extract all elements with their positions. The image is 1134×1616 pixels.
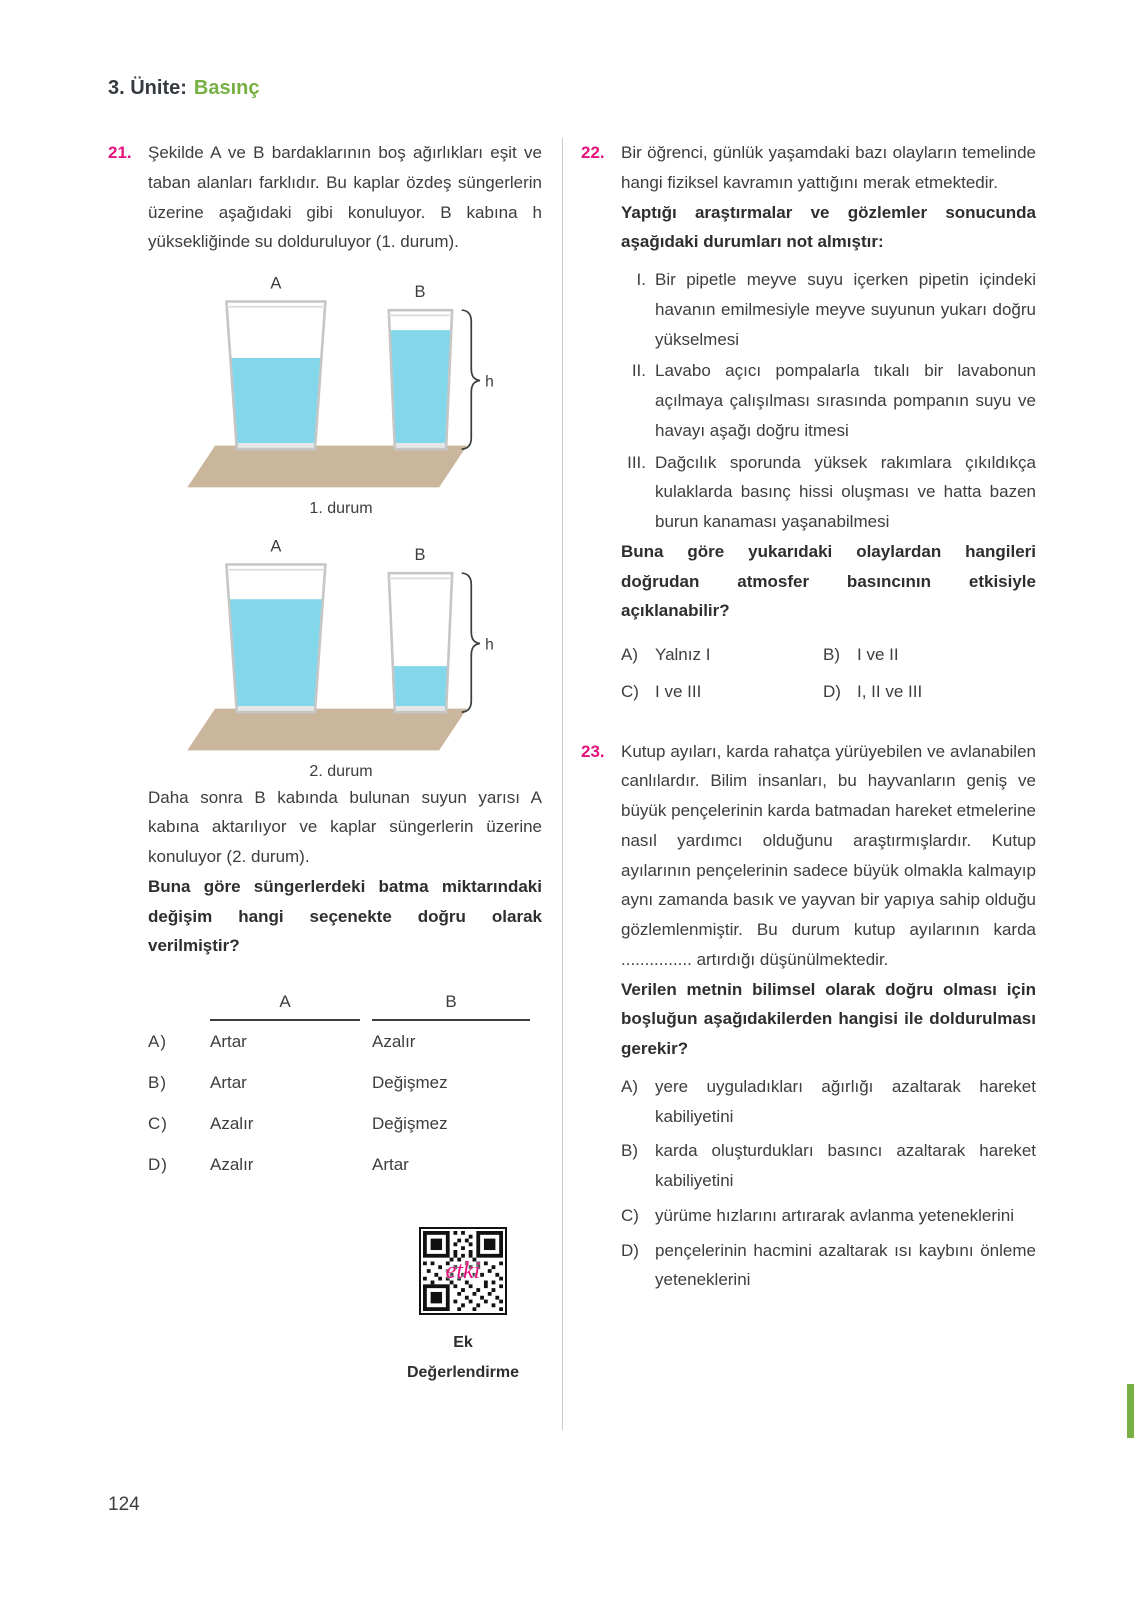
question-23-stem: Verilen metnin bilimsel olarak doğru olması için boşluğun aşağıdakilerden hangisi ile doldurulması gerekir? xyxy=(621,979,1036,1058)
option-value-b: Değişmez xyxy=(372,1072,448,1092)
question-21-number: 21. xyxy=(108,143,132,162)
option-text: I ve III xyxy=(655,681,702,701)
question-21-continuation: Daha sonra B kabında bulunan suyun yarısı A kabına aktarılıyor ve kaplar süngerlerin üzerine konuluyor (2. durum). xyxy=(148,787,542,867)
unit-title: Basınç xyxy=(193,77,260,99)
roman-numeral: III. xyxy=(627,452,646,472)
roman-numeral: II. xyxy=(631,361,646,381)
option-value-b: Artar xyxy=(372,1154,409,1174)
left-column xyxy=(108,138,542,1383)
observation-item-2 xyxy=(621,356,1036,445)
option-b xyxy=(823,640,1036,670)
option-letter: A) xyxy=(621,645,638,664)
figure-state-2 xyxy=(166,534,516,783)
option-value-b: Değişmez xyxy=(372,1113,448,1133)
question-23-number: 23. xyxy=(581,741,605,761)
column-divider xyxy=(562,138,563,1430)
question-22 xyxy=(581,138,1036,707)
answer-table-header-b: B xyxy=(372,992,530,1021)
option-letter: C) xyxy=(148,1113,168,1133)
glass-b-water xyxy=(390,330,452,447)
page-number: 124 xyxy=(108,1494,140,1515)
observation-text: Bir pipetle meyve suyu içerken pipetin içindeki havanın emilmesiyle meyve suyunun yukarı doğru yükselmesi xyxy=(655,270,1036,349)
option-value-a: Artar xyxy=(210,1072,247,1092)
label-glass-b: B xyxy=(414,545,426,564)
right-column xyxy=(581,138,1036,1295)
option-text: yürüme hızlarını artırarak avlanma yeteneklerini xyxy=(655,1205,1015,1225)
question-21 xyxy=(108,138,542,1185)
option-value-a: Azalır xyxy=(210,1154,254,1174)
question-23-intro: Kutup ayıları, karda rahatça yürüyebilen ve avlanabilen canlılardır. Bilim insanları, bu hayvanların geniş ve büyük pençelerinin karda batmadan hareket etmelerine nasıl yardımcı olduğunu araştırmışlardır. Kutup ayılarının pençelerinin sadece büyük olmakla kalmayıp aynı zamanda basık ve yayvan bir yapıya sahip olduğu gözlemlenmiştir. Bu durum kutup ayılarının karda ............... artırdığı düşünülmektedir. xyxy=(621,741,1036,969)
page-edge-accent xyxy=(1127,1384,1134,1438)
option-letter: D) xyxy=(823,681,841,701)
height-bracket xyxy=(462,310,480,449)
question-21-intro: Şekilde A ve B bardaklarının boş ağırlıkları eşit ve taban alanları farklıdır. Bu kaplar özdeş süngerlerin üzerine aşağıdaki gibi konuluyor. B kabına h yüksekliğinde su dolduruluyor (1. durum). xyxy=(148,143,542,252)
qr-caption-line-1: Ek xyxy=(453,1333,473,1351)
option-letter: D) xyxy=(148,1154,168,1174)
observation-text: Lavabo açıcı pompalarla tıkalı bir lavabonun açılmaya çalışılması sırasında pompanın suyu ve havayı aşağı doğru itmesi xyxy=(655,361,1036,440)
option-letter: A) xyxy=(148,1031,167,1051)
option-a xyxy=(621,640,823,670)
question-22-intro: Bir öğrenci, günlük yaşamdaki bazı olayların temelinde hangi fiziksel kavramın yattığını merak etmektedir. xyxy=(621,143,1036,192)
option-c xyxy=(621,677,823,707)
question-22-lead: Yaptığı araştırmalar ve gözlemler sonucunda aşağıdaki durumları not almıştır: xyxy=(621,202,1036,252)
option-letter: C) xyxy=(621,681,639,701)
label-h: h xyxy=(485,636,494,654)
option-text: Yalnız I xyxy=(655,645,711,664)
sponge xyxy=(187,708,467,750)
question-21-stem: Buna göre süngerlerdeki batma miktarındaki değişim hangi seçenekte doğru olarak verilmiştir? xyxy=(148,876,542,956)
answer-row-c xyxy=(148,1103,520,1144)
two-column-layout xyxy=(108,138,1036,1430)
option-d xyxy=(621,1236,1036,1296)
option-value-a: Azalır xyxy=(210,1113,254,1133)
unit-header xyxy=(108,76,260,100)
observation-list xyxy=(621,265,1036,537)
option-value-a: Artar xyxy=(210,1031,247,1051)
answer-row-b xyxy=(148,1062,520,1103)
figure-1-caption: 1. durum xyxy=(309,500,373,517)
glass-a-water xyxy=(229,599,323,710)
option-value-b: Azalır xyxy=(372,1031,416,1051)
option-letter: A) xyxy=(621,1076,638,1096)
qr-overlay-script: etki xyxy=(445,1258,481,1285)
answer-row-a xyxy=(148,1021,520,1062)
label-glass-b: B xyxy=(414,283,426,302)
option-a xyxy=(621,1072,1036,1132)
question-22-stem: Buna göre yukarıdaki olaylardan hangileri doğrudan atmosfer basıncının etkisiyle açıklanabilir? xyxy=(621,541,1036,621)
question-22-body xyxy=(621,138,1036,707)
figure-state-1 xyxy=(166,271,516,520)
option-d xyxy=(823,677,1036,707)
glasses-on-sponge-diagram-2 xyxy=(176,534,506,760)
option-text: I ve II xyxy=(857,645,899,664)
unit-number: 3. Ünite: xyxy=(108,77,187,99)
glass-a-water xyxy=(230,358,321,447)
extra-assessment-block xyxy=(388,1227,538,1383)
height-bracket xyxy=(462,573,480,712)
label-glass-a: A xyxy=(270,537,282,556)
option-b xyxy=(621,1136,1036,1196)
observation-item-3 xyxy=(621,448,1036,537)
option-text: pençelerinin hacmini azaltarak ısı kaybını önleme yeteneklerini xyxy=(655,1240,1036,1290)
option-letter: C) xyxy=(621,1205,639,1225)
glass-b-water xyxy=(393,666,448,710)
answer-table xyxy=(148,983,520,1185)
option-letter: D) xyxy=(621,1240,639,1260)
option-text: karda oluşturdukları basıncı azaltarak hareket kabiliyetini xyxy=(655,1141,1036,1190)
roman-numeral: I. xyxy=(636,270,646,289)
option-text: I, II ve III xyxy=(857,681,923,701)
answer-table-header-row xyxy=(148,983,520,1021)
question-22-number: 22. xyxy=(581,143,605,162)
option-letter: B) xyxy=(148,1072,167,1092)
question-23 xyxy=(581,737,1036,1296)
question-23-body xyxy=(621,737,1036,1296)
question-21-body xyxy=(148,138,542,1185)
question-23-options xyxy=(621,1072,1036,1295)
question-22-options xyxy=(621,640,1036,707)
qr-caption-line-2: Değerlendirme xyxy=(406,1363,520,1381)
option-text: yere uyguladıkları ağırlığı azaltarak hareket kabiliyetini xyxy=(655,1076,1036,1126)
option-c xyxy=(621,1201,1036,1231)
answer-row-d xyxy=(148,1144,520,1185)
observation-item-1 xyxy=(621,265,1036,354)
answer-table-header-a: A xyxy=(210,992,360,1021)
glasses-on-sponge-diagram-1 xyxy=(176,271,506,497)
observation-text: Dağcılık sporunda yüksek rakımlara çıkıldıkça kulaklarda basınç hissi oluşması ve hatta bazen burun kanaması yaşanabilmesi xyxy=(655,452,1036,531)
option-letter: B) xyxy=(823,645,840,664)
label-h: h xyxy=(485,373,494,391)
qr-code xyxy=(419,1227,507,1315)
sponge xyxy=(187,446,467,488)
qr-code-pattern xyxy=(423,1231,503,1311)
option-letter: B) xyxy=(621,1141,638,1161)
figure-2-caption: 2. durum xyxy=(309,762,373,780)
label-glass-a: A xyxy=(270,274,282,293)
